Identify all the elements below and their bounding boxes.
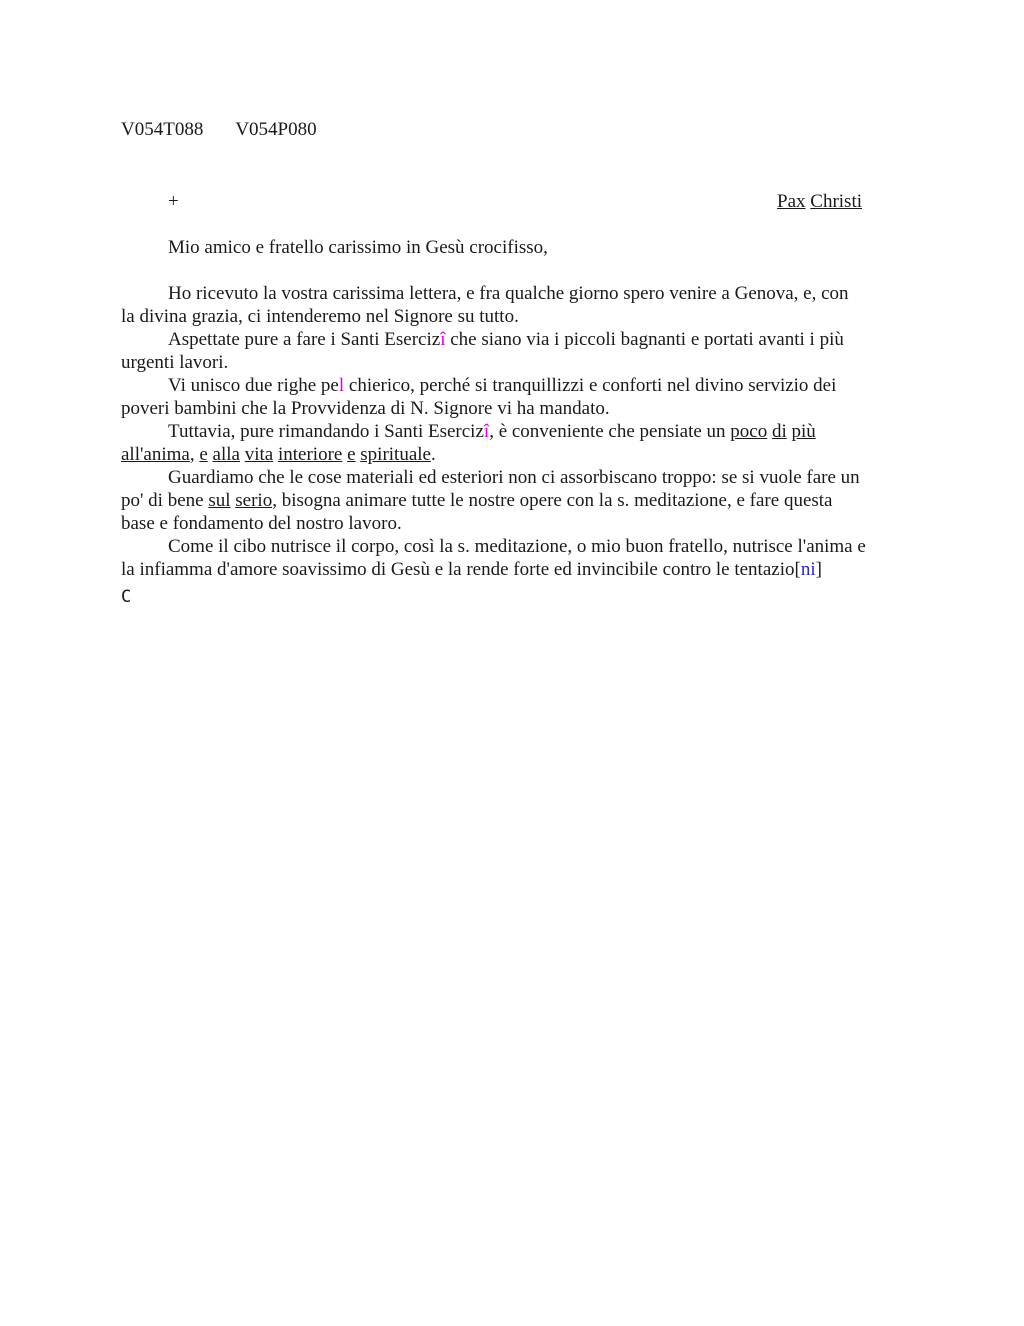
underlined-word: e — [347, 444, 356, 465]
underlined-word: più — [791, 421, 816, 442]
letter-page — [121, 118, 866, 607]
emendation-mark: î — [440, 329, 446, 350]
underlined-word: e — [199, 444, 208, 465]
integration-mark: ni — [800, 559, 816, 580]
p3-text-a: Vi unisco due righe pe — [168, 375, 339, 396]
paragraph-6 — [121, 535, 866, 581]
underlined-word: di — [771, 421, 787, 442]
paragraph-2 — [121, 328, 866, 374]
pax-christi-motto — [777, 190, 862, 213]
volume-text-code: V054T088 — [121, 119, 204, 140]
underlined-word: vita — [244, 444, 274, 465]
p4-text-b: , è conveniente che pensiate un — [489, 421, 731, 442]
closing-mark: C — [121, 587, 132, 607]
p4-period: . — [430, 444, 436, 465]
underlined-word: poco — [730, 421, 768, 442]
letter-body — [121, 282, 866, 581]
emendation-mark: î — [483, 421, 490, 442]
cross-mark: + — [168, 191, 179, 212]
christi-word: Christi — [810, 191, 862, 212]
p5-text-a: Guardiamo che le cose materiali ed esteriori non ci assorbiscano troppo: se si vuole fare un po' di bene — [121, 467, 860, 511]
underlined-word: sul — [208, 490, 231, 511]
underlined-word: all'anima — [121, 444, 190, 465]
p5-text-b: , bisogna animare tutte le nostre opere con la s. meditazione, e fare questa base e fondamento del nostro lavoro. — [121, 490, 833, 534]
salutation: Mio amico e fratello carissimo in Gesù crocifisso, — [168, 237, 548, 258]
p4-comma: , — [189, 444, 195, 465]
p3-text-b: chierico, perché si tranquillizzi e conforti nel divino servizio dei poveri bambini che la Provvidenza di N. Signore vi ha mandato. — [121, 375, 837, 419]
p2-text-b: che siano via i piccoli bagnanti e portati avanti i più urgenti lavori. — [121, 329, 844, 373]
volume-page-code: V054P080 — [235, 119, 317, 140]
underlined-word: interiore — [277, 444, 343, 465]
p2-text-a: Aspettate pure a fare i Santi Eserciz — [168, 329, 441, 350]
paragraph-1: Ho ricevuto la vostra carissima lettera, e fra qualche giorno spero venire a Genova, e, con la divina grazia, ci intenderemo nel Signore su tutto. — [121, 283, 849, 327]
p4-text-a: Tuttavia, pure rimandando i Santi Eserciz — [168, 421, 484, 442]
emendation-mark: l — [338, 375, 345, 396]
p6-text-a: Come il cibo nutrisce il corpo, così la s. meditazione, o mio buon fratello, nutrisce l'anima e la infiamma d'amore soavissimo di Gesù e la rende forte ed invincibile contro le tentazio — [121, 536, 866, 580]
paragraph-5 — [121, 466, 866, 535]
paragraph-3 — [121, 374, 866, 420]
bracket-open: [ — [794, 559, 801, 580]
underlined-word: serio — [235, 490, 273, 511]
paragraph-4 — [121, 420, 866, 466]
document-codes — [121, 118, 866, 146]
letter-heading-row — [121, 190, 866, 214]
pax-word: Pax — [777, 191, 806, 212]
underlined-word: alla — [212, 444, 240, 465]
underlined-word: spirituale — [360, 444, 431, 465]
bracket-close: ] — [815, 559, 822, 580]
